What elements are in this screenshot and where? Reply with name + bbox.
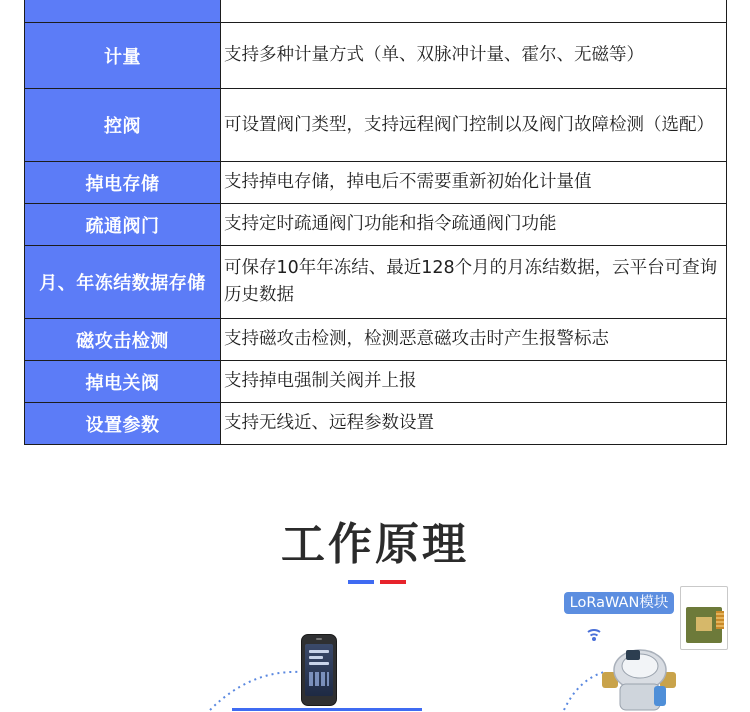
feature-description — [221, 0, 727, 23]
feature-row — [25, 204, 727, 246]
feature-name: 疏通阀门 — [25, 204, 221, 246]
feature-row — [25, 403, 727, 445]
feature-name: 磁攻击检测 — [25, 319, 221, 361]
smartphone-icon — [302, 635, 336, 705]
feature-name: 计量 — [25, 23, 221, 89]
feature-name: 月、年冻结数据存储 — [25, 246, 221, 319]
feature-description: 支持定时疏通阀门功能和指令疏通阀门功能 — [221, 204, 727, 246]
title-accent-blue — [348, 580, 374, 584]
feature-name: 掉电关阀 — [25, 361, 221, 403]
feature-row — [25, 246, 727, 319]
feature-row — [25, 23, 727, 89]
title-accent-red — [380, 580, 406, 584]
feature-description: 可设置阀门类型，支持远程阀门控制以及阀门故障检测（选配） — [221, 89, 727, 162]
feature-row — [25, 319, 727, 361]
feature-description: 支持无线近、远程参数设置 — [221, 403, 727, 445]
feature-description: 支持磁攻击检测，检测恶意磁攻击时产生报警标志 — [221, 319, 727, 361]
feature-description: 可保存10年年冻结、最近128个月的月冻结数据，云平台可查询历史数据 — [221, 246, 727, 319]
feature-description: 支持掉电强制关阀并上报 — [221, 361, 727, 403]
feature-row — [25, 162, 727, 204]
water-meter-icon — [600, 640, 678, 712]
feature-name: 掉电存储 — [25, 162, 221, 204]
signal-arc-left — [200, 660, 310, 712]
feature-name — [25, 0, 221, 23]
feature-description: 支持多种计量方式（单、双脉冲计量、霍尔、无磁等） — [221, 23, 727, 89]
feature-description: 支持掉电存储，掉电后不需要重新初始化计量值 — [221, 162, 727, 204]
lorawan-module-board — [680, 586, 728, 650]
lorawan-module-label: LoRaWAN模块 — [564, 592, 674, 614]
platform-base-line — [232, 708, 422, 711]
feature-row — [25, 89, 727, 162]
feature-name: 控阀 — [25, 89, 221, 162]
feature-spec-table — [24, 0, 727, 445]
feature-row — [25, 0, 727, 23]
feature-name: 设置参数 — [25, 403, 221, 445]
section-title: 工作原理 — [281, 519, 469, 570]
feature-row — [25, 361, 727, 403]
